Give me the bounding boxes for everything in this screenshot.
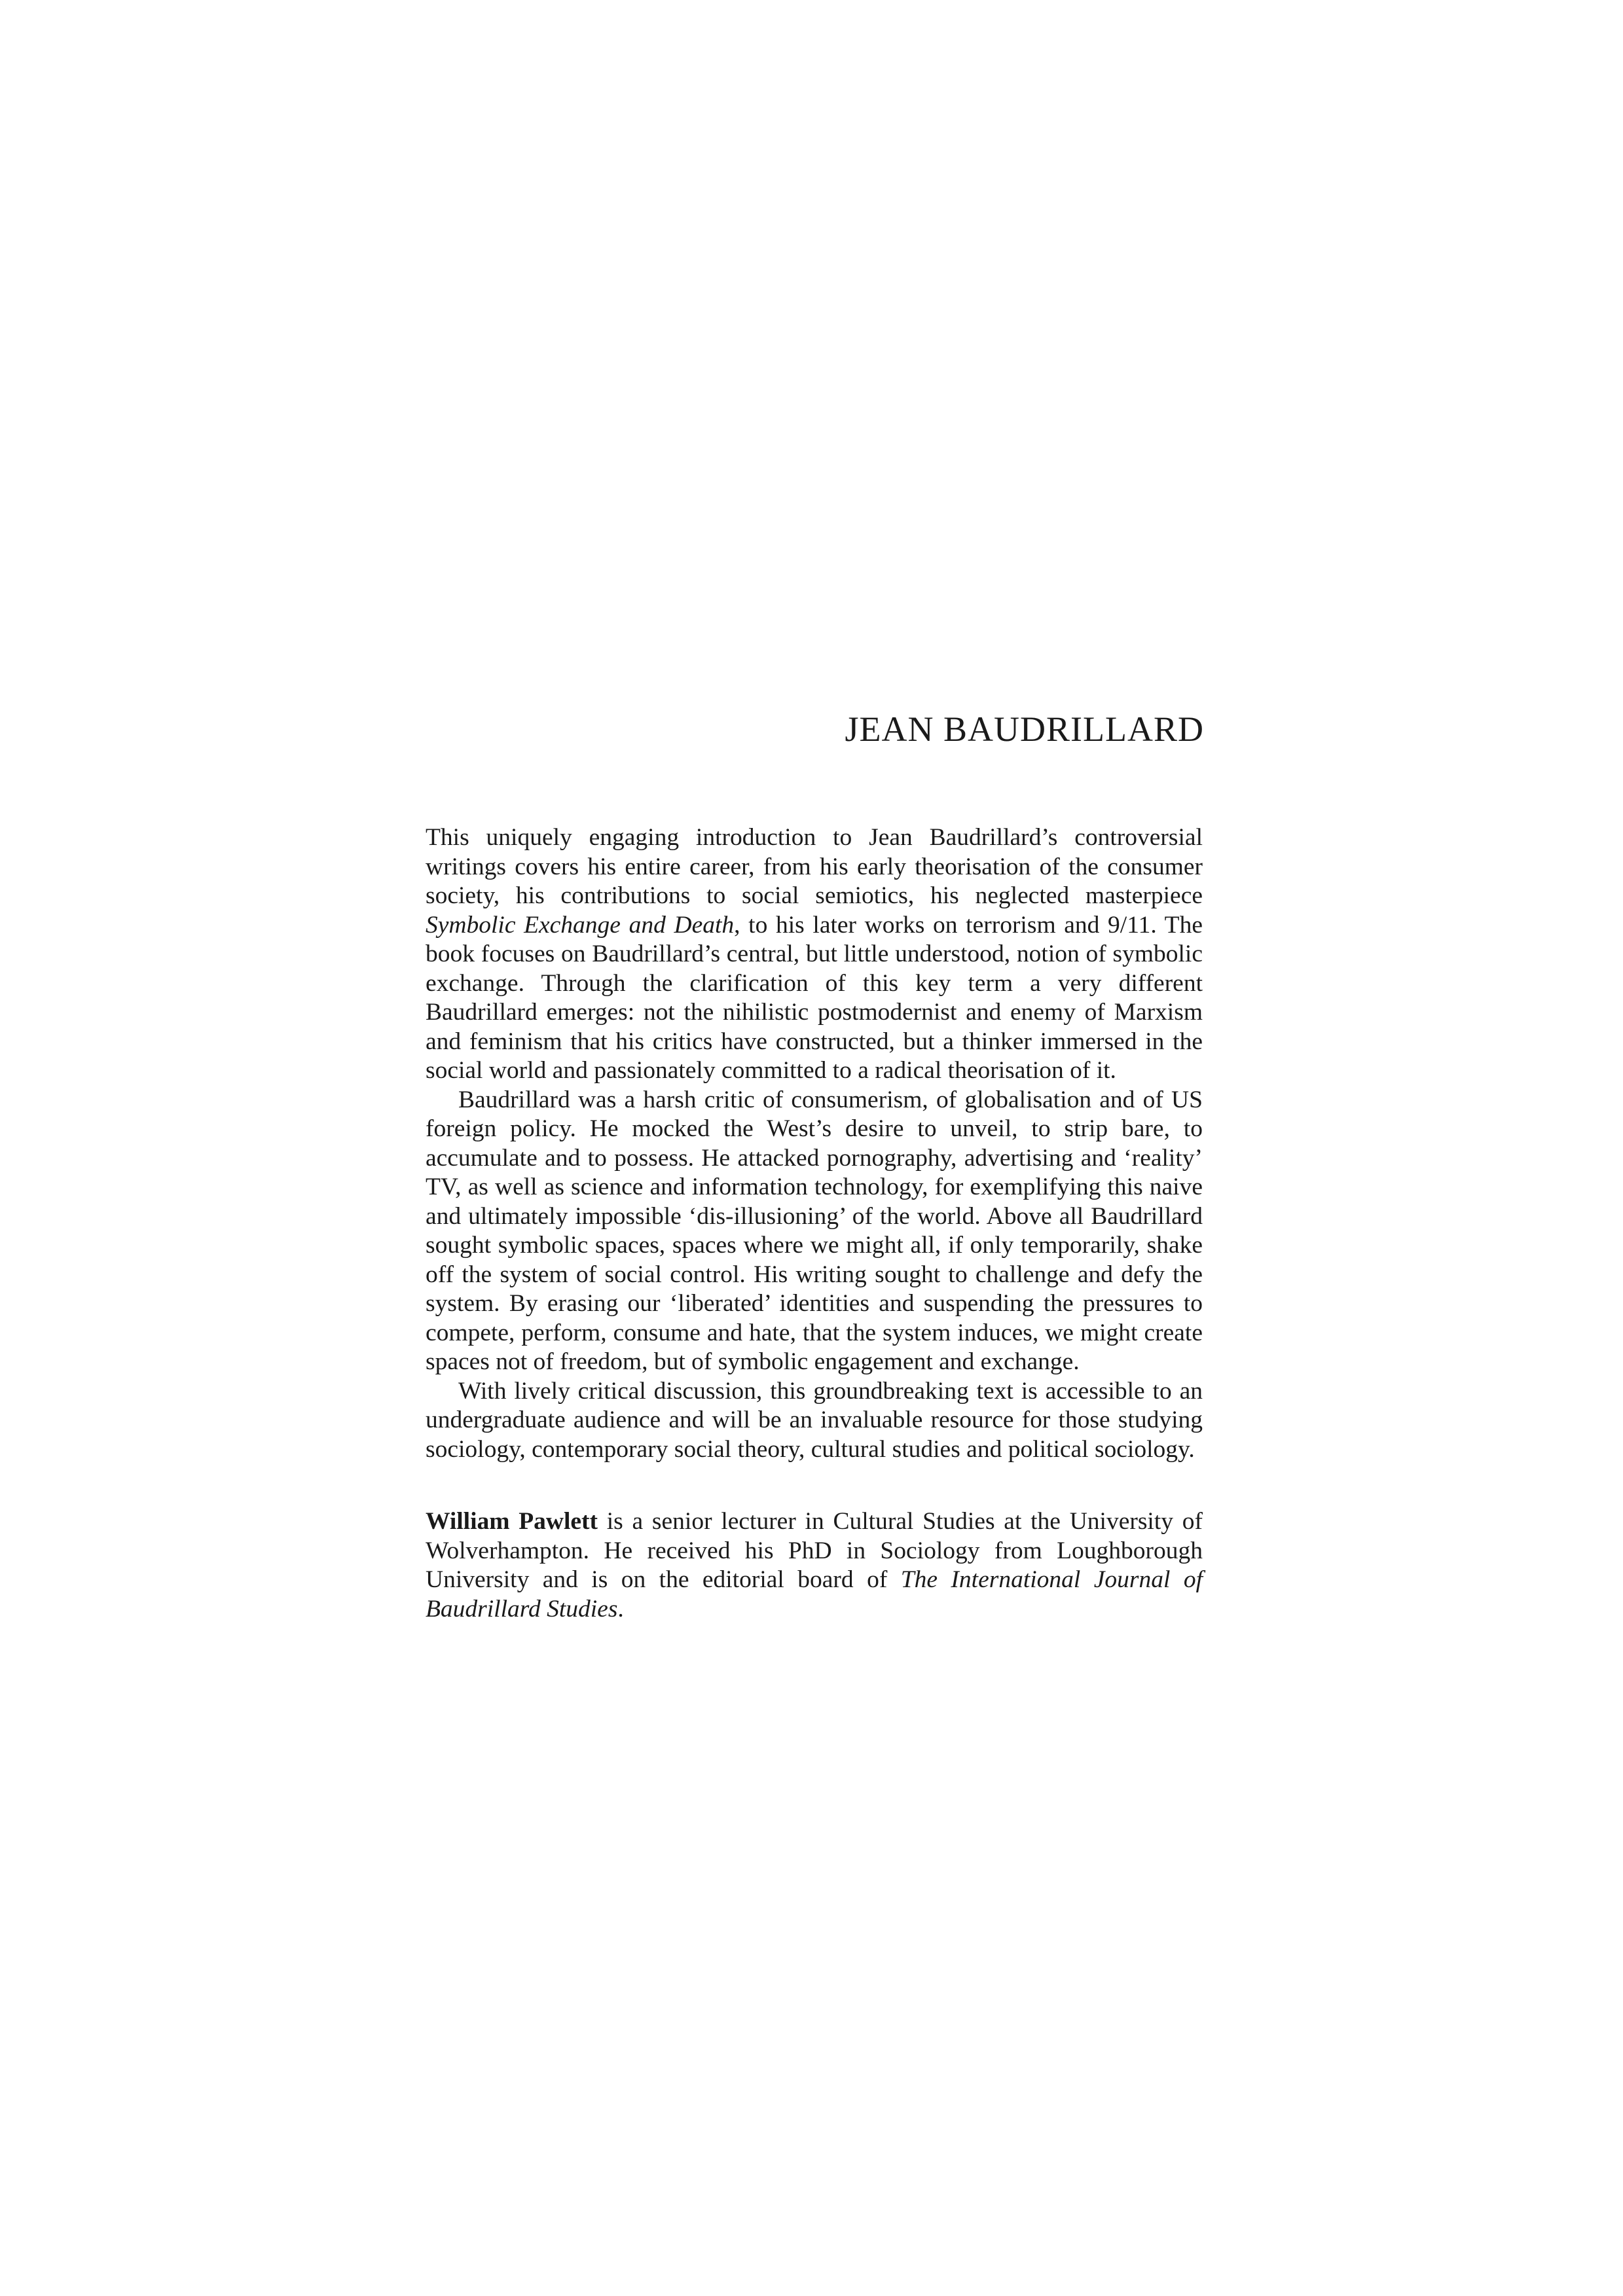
- journal-title-italic: The International Journal of Baudrillard Studies: [426, 1566, 1203, 1623]
- author-bio: [426, 1507, 1203, 1624]
- blurb-p1-text-2: , to his later works on terrorism and 9/11. The book focuses on Baudrillard’s central, but little understood, notion of symbolic exchange. Through the clarification of this key term a very different Baudrillard emerges: not the nihilistic postmodernist and enemy of Marxism and feminism that his critics have constructed, but a thinker immersed in the social world and passionately committed to a radical theorisation of it.: [426, 911, 1203, 1084]
- page-title: JEAN BAUDRILLARD: [845, 709, 1204, 749]
- author-bio-text-2: .: [617, 1595, 624, 1623]
- blurb-paragraph-3: With lively critical discussion, this groundbreaking text is accessible to an undergraduate audience and will be an invaluable resource for those studying sociology, contemporary social theory, cultural studies and political sociology.: [426, 1377, 1203, 1463]
- blurb-p1-text-1: This uniquely engaging introduction to Jean Baudrillard’s controversial writings covers his entire career, from his early theorisation of the consumer society, his contributions to social semiotics, his neglected masterpiece: [426, 824, 1203, 909]
- blurb-paragraph-2: Baudrillard was a harsh critic of consumerism, of globalisation and of US foreign policy. He mocked the West’s desire to unveil, to strip bare, to accumulate and to possess. He attacked pornography, advertising and ‘reality’ TV, as well as science and information technology, for exemplifying this naive and ultimately impossible ‘dis-illusioning’ of the world. Above all Baudrillard sought symbolic spaces, spaces where we might all, if only temporarily, shake off the system of social control. His writing sought to challenge and defy the system. By erasing our ‘liberated’ identities and suspending the pressures to compete, perform, consume and hate, that the system induces, we might create spaces not of freedom, but of symbolic engagement and exchange.: [426, 1086, 1203, 1375]
- blurb-paragraph-1: [426, 823, 1203, 1086]
- author-bio-text-1: is a senior lecturer in Cultural Studies at the University of Wolverhampton. He received his PhD in Sociology from Loughborough University and is on the editorial board of: [426, 1508, 1203, 1593]
- author-name: William Pawlett: [426, 1508, 598, 1535]
- book-title-italic: Symbolic Exchange and Death: [426, 911, 735, 939]
- body-text: [426, 823, 1203, 1624]
